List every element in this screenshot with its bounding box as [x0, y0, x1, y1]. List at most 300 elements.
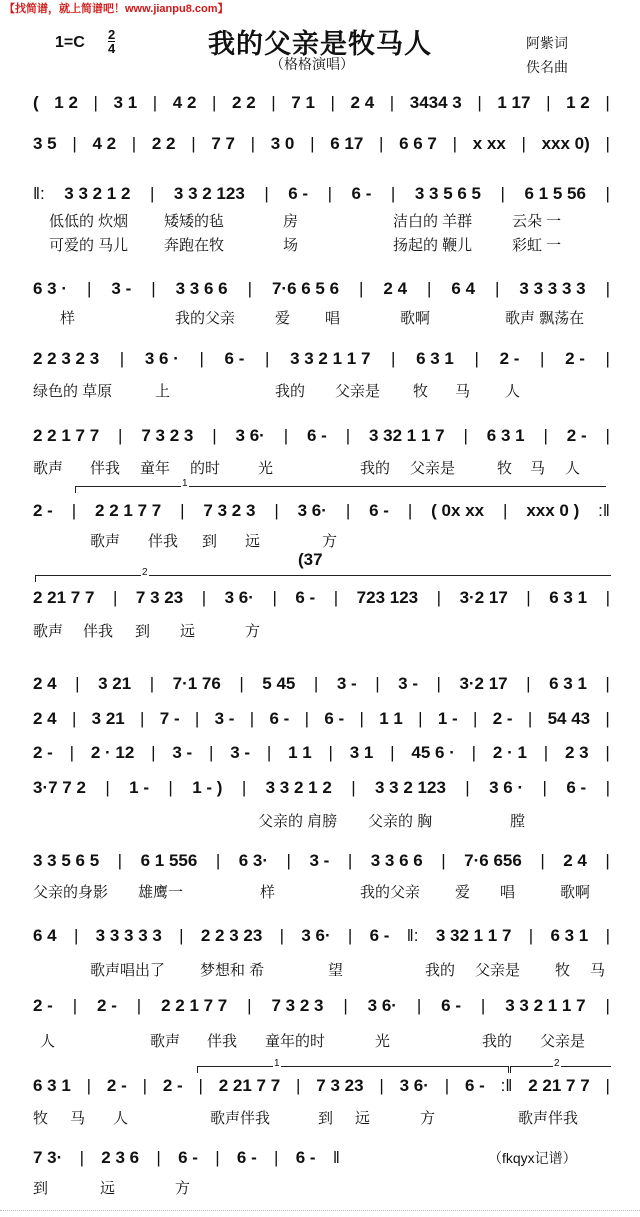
lyric-segment: 父亲是	[410, 460, 456, 477]
bar-line: |	[274, 501, 279, 520]
bar-line: |	[93, 93, 98, 112]
lyric-segment: 房	[283, 213, 299, 230]
measure-notes: 6 -	[369, 926, 390, 945]
lyric-segment: 伴我	[148, 533, 179, 550]
measure-notes: xxx 0 )	[526, 501, 580, 520]
measure-notes: 6 -	[178, 1148, 198, 1167]
bar-line: |	[546, 93, 551, 112]
bar-line: ‖:	[33, 184, 45, 203]
lyric-segment: 伴我	[83, 623, 114, 640]
measure-notes: 3 5	[33, 134, 57, 153]
score-row	[33, 742, 610, 764]
lyric-segment: 矮矮的毡	[164, 213, 225, 230]
bar-line: |	[198, 1076, 203, 1095]
lyric-segment: 歌声	[90, 533, 121, 550]
volta-bracket-2	[35, 567, 611, 582]
lyric-segment: 父亲是	[335, 383, 381, 400]
lyric-segment: 到	[202, 533, 218, 550]
bar-line: |	[540, 851, 545, 870]
pickup-note: (37	[298, 550, 323, 569]
key-signature: 1=C	[55, 34, 85, 51]
score-row	[33, 673, 610, 695]
measure-notes: 6 17	[330, 134, 364, 153]
score-row	[33, 850, 610, 872]
bar-line: |	[191, 134, 196, 153]
bar-line: |	[201, 588, 207, 607]
lyric-segment: 父亲的 肩膀	[258, 813, 338, 830]
measure-notes: 6 1 556	[140, 851, 198, 870]
lyric-segment: 马	[590, 962, 606, 979]
lyric-segment: 彩虹 一	[512, 237, 562, 254]
bar-line: |	[179, 926, 184, 945]
bar-line: |	[605, 1076, 610, 1095]
lyric-segment: 爱	[455, 884, 471, 901]
measure-notes: 3 21	[98, 674, 132, 693]
bar-line: |	[328, 743, 333, 762]
score-row	[33, 183, 610, 205]
bar-line: |	[149, 674, 155, 693]
bar-line: ‖	[332, 1148, 340, 1167]
bar-line: |	[343, 996, 348, 1015]
measure-notes: 3 21	[91, 709, 125, 728]
bar-line: |	[118, 426, 123, 445]
measure-notes: 4 2	[172, 93, 197, 112]
score-row	[33, 587, 610, 609]
measure-notes: 3 3 2 1 2	[265, 778, 332, 797]
measure-notes: 3·2 17	[459, 674, 508, 693]
bar-line: |	[117, 851, 123, 870]
lyric-segment: 远	[100, 1180, 116, 1197]
measure-notes: 6 3 1	[416, 349, 454, 368]
bar-line: |	[500, 184, 505, 203]
measure-notes: 6 -	[441, 996, 462, 1015]
measure-notes: 7 3 2 3	[271, 996, 324, 1015]
bar-line: |	[274, 1148, 279, 1167]
measure-notes: 2 21 7 7	[33, 588, 95, 607]
song-title: 我的父亲是牧马人	[208, 29, 432, 59]
measure-notes: 6 3 1	[486, 426, 525, 445]
bar-line: |	[271, 93, 276, 112]
measure-notes: 6 -	[306, 426, 327, 445]
bar-line: |	[72, 996, 78, 1015]
measure-notes: 3 -	[230, 743, 251, 762]
lyric-segment: 歌声	[150, 1033, 181, 1050]
measure-notes: 3 3 2 1 1 7	[505, 996, 586, 1015]
measure-notes: 7 3 23	[316, 1076, 364, 1095]
measure-notes: xxx 0)	[541, 134, 590, 153]
time-signature-bottom: 4	[108, 41, 116, 56]
bar-line: |	[69, 743, 75, 762]
bar-line: |	[375, 674, 380, 693]
score-row	[33, 1075, 610, 1097]
measure-notes: 7 1	[291, 93, 315, 112]
bar-line: |	[379, 1076, 384, 1095]
measure-notes: 7·6 656	[464, 851, 522, 870]
bar-line: |	[239, 674, 244, 693]
measure-notes: 2 · 12	[90, 743, 135, 762]
bar-line: |	[390, 743, 395, 762]
lyric-segment: 样	[60, 310, 76, 327]
measure-notes: 6 -	[236, 1148, 257, 1167]
bar-line: |	[87, 279, 92, 298]
bar-line: |	[131, 134, 137, 153]
bar-line: |	[605, 743, 610, 762]
measure-notes: 1 - )	[192, 778, 223, 797]
measure-notes: 3 3 6 6	[370, 851, 423, 870]
lyric-segment: 上	[155, 383, 171, 400]
measure-notes: 3 -	[309, 851, 330, 870]
volta-label: 1	[274, 1058, 280, 1069]
measure-notes: 7·1 76	[172, 674, 221, 693]
bar-line: |	[436, 674, 441, 693]
measure-notes: 2 -	[33, 501, 53, 520]
bar-line: |	[477, 93, 482, 112]
bar-line: |	[304, 709, 310, 728]
lyric-segment: 光	[258, 460, 274, 477]
bar-line: |	[351, 778, 356, 797]
bar-line: :‖	[598, 501, 610, 520]
measure-notes: 2 4	[383, 279, 408, 298]
measure-notes: 2 21 7 7	[528, 1076, 590, 1095]
bar-line: |	[286, 851, 291, 870]
bar-line: |	[327, 184, 333, 203]
lyric-segment: 马	[70, 1110, 86, 1127]
measure-notes: 3 32 1 1 7	[435, 926, 512, 945]
measure-notes: 3 3 2 123	[375, 778, 446, 797]
bar-line: |	[209, 743, 214, 762]
measure-notes: 7 3·	[33, 1148, 63, 1167]
measure-notes: 2 4	[33, 709, 57, 728]
bar-line: |	[463, 426, 468, 445]
lyric-segment: 歌声	[33, 460, 64, 477]
bar-line: |	[151, 743, 156, 762]
measure-notes: 6 -	[224, 349, 245, 368]
lyric-segment: 样	[260, 884, 276, 901]
measure-notes: 3 6 ·	[144, 349, 179, 368]
measure-notes: 6 -	[566, 778, 587, 797]
measure-notes: 3 6 ·	[489, 778, 524, 797]
score-row	[33, 425, 610, 447]
bar-line: |	[215, 1148, 220, 1167]
bar-line: |	[444, 1076, 450, 1095]
bar-line: |	[241, 778, 247, 797]
lyric-segment: 我的父亲	[360, 884, 421, 901]
bar-line: |	[473, 709, 478, 728]
score-row	[33, 92, 610, 114]
lyric-segment: 歌声唱出了	[90, 962, 166, 979]
bar-line: |	[495, 279, 500, 298]
bar-line: |	[247, 279, 252, 298]
bar-line: |	[605, 709, 610, 728]
bar-line: |	[521, 134, 526, 153]
measure-notes: 2 21 7 7	[218, 1076, 281, 1095]
bar-line: |	[112, 588, 118, 607]
measure-notes: 1 2	[54, 93, 78, 112]
bar-line: |	[136, 996, 142, 1015]
measure-notes: 7·6 6 5 6	[271, 279, 340, 298]
measure-notes: 2 -	[566, 426, 587, 445]
lyric-segment: 我的	[275, 383, 306, 400]
measure-notes: 3 0	[270, 134, 295, 153]
measure-notes: 3 3 3 3 3	[519, 279, 586, 298]
bar-line: |	[605, 349, 610, 368]
measure-notes: 3 1	[349, 743, 374, 762]
measure-notes: 2 2	[151, 134, 176, 153]
score-row	[33, 133, 610, 155]
lyric-segment: 扬起的 鞭儿	[393, 237, 473, 254]
lyric-segment: 我的父亲	[175, 310, 236, 327]
lyric-segment: 唱	[500, 884, 516, 901]
lyric-segment: 方	[175, 1180, 191, 1197]
bar-line: |	[605, 426, 610, 445]
measure-notes: 2 4	[33, 674, 57, 693]
measure-notes: 2 2 1 7 7	[161, 996, 228, 1015]
lyric-segment: 唱	[325, 310, 341, 327]
measure-notes: x xx	[472, 134, 506, 153]
bar-line: |	[359, 709, 364, 728]
lyric-segment: 场	[283, 237, 299, 254]
lyric-segment: 歌声 飘荡在	[505, 310, 585, 327]
bar-line: |	[605, 134, 610, 153]
measure-notes: 1 1	[288, 743, 312, 762]
lyric-segment: 我的	[360, 460, 391, 477]
bar-line: |	[427, 279, 432, 298]
measure-notes: 1 17	[497, 93, 531, 112]
lyric-segment: 爱	[275, 310, 291, 327]
lyric-segment: 童年的时	[265, 1033, 326, 1050]
bar-line: |	[605, 93, 610, 112]
measure-notes: 3 -	[214, 709, 235, 728]
score-row	[33, 1147, 340, 1169]
lyric-segment: 膛	[510, 813, 526, 830]
bar-line: |	[359, 279, 364, 298]
bar-line: |	[149, 184, 155, 203]
lyric-segment: 方	[420, 1110, 436, 1127]
bar-line: |	[249, 709, 255, 728]
bar-line: |	[250, 134, 256, 153]
lyric-segment: 父亲的身影	[33, 884, 109, 901]
lyric-segment: 歌声伴我	[518, 1110, 579, 1127]
measure-notes: 3 6·	[399, 1076, 429, 1095]
time-signature-top: 2	[108, 27, 116, 42]
measure-notes: ( 0x xx	[431, 501, 485, 520]
bar-line: |	[347, 851, 353, 870]
measure-notes: 3 -	[172, 743, 193, 762]
measure-notes: 6 3 1	[549, 588, 588, 607]
bar-line: |	[605, 674, 610, 693]
measure-notes: 2 3	[564, 743, 589, 762]
bar-line: |	[527, 709, 533, 728]
measure-notes: 7 3 2 3	[141, 426, 194, 445]
bar-line: |	[605, 184, 610, 203]
lyric-segment: 马	[455, 383, 471, 400]
bar-line: |	[605, 996, 610, 1015]
measure-notes: 3 6·	[297, 501, 327, 520]
lyric-segment: 牧	[497, 460, 513, 477]
lyric-segment: 远	[355, 1110, 371, 1127]
score-row	[33, 708, 610, 730]
measure-notes: 3 6·	[235, 426, 265, 445]
measure-notes: 2 -	[499, 349, 520, 368]
lyric-segment: 到	[135, 623, 151, 640]
volta-label: 2	[142, 567, 148, 578]
score-row	[33, 777, 610, 799]
bar-line: |	[313, 674, 319, 693]
lyric-segment: 牧	[555, 962, 571, 979]
lyric-segment: 马	[530, 460, 546, 477]
measure-notes: 3 -	[398, 674, 418, 693]
measure-notes: 3 3 5 6 5	[33, 851, 100, 870]
lyric-segment: 歌啊	[400, 310, 431, 327]
measure-notes: 54 43	[547, 709, 591, 728]
measure-notes: 6 -	[324, 709, 345, 728]
transcriber-credit: （fkqyx记谱）	[488, 1150, 577, 1166]
measure-notes: 6 -	[269, 709, 290, 728]
bar-line: |	[151, 279, 156, 298]
measure-notes: 6 -	[369, 501, 389, 520]
lyric-segment: 伴我	[90, 460, 121, 477]
bar-line: |	[389, 93, 395, 112]
measure-notes: 6 -	[288, 184, 309, 203]
composer-credit: 佚名曲	[526, 59, 568, 75]
measure-notes: 3 3 6 6	[175, 279, 228, 298]
measure-notes: 7 -	[159, 709, 180, 728]
bar-line: |	[465, 778, 470, 797]
measure-notes: 7 3 23	[135, 588, 184, 607]
measure-notes: 7 3 2 3	[203, 501, 256, 520]
measure-notes: 4 2	[92, 134, 117, 153]
measure-notes: 7 7	[211, 134, 235, 153]
bar-line: |	[418, 709, 423, 728]
bar-line: |	[142, 1076, 147, 1095]
lyric-segment: 我的	[425, 962, 456, 979]
measure-notes: 3 6·	[301, 926, 331, 945]
page-divider	[0, 1210, 640, 1211]
bar-line: |	[474, 349, 479, 368]
bar-line: |	[212, 426, 217, 445]
bar-line: ‖:	[406, 926, 419, 945]
measure-notes: 6 -	[351, 184, 372, 203]
singer-credit: （格格演唱）	[270, 56, 354, 72]
bar-line: |	[119, 349, 125, 368]
bar-line: |	[75, 674, 80, 693]
lyric-segment: 梦想和 希	[200, 962, 265, 979]
measure-notes: 3 3 3 3 3	[95, 926, 162, 945]
bar-line: |	[330, 93, 335, 112]
measure-notes: 2 · 1	[492, 743, 527, 762]
lyric-segment: 可爱的 马儿	[49, 237, 129, 254]
measure-notes: 3 -	[336, 674, 357, 693]
bar-line: |	[168, 778, 173, 797]
bar-line: |	[71, 501, 77, 520]
bar-line: |	[345, 501, 351, 520]
measure-notes: 6 3·	[238, 851, 269, 870]
measure-notes: 1 1	[379, 709, 403, 728]
measure-notes: 5 45	[262, 674, 296, 693]
lyric-segment: 云朵 一	[512, 213, 562, 230]
bar-line: |	[86, 1076, 92, 1095]
measure-notes: 2 -	[97, 996, 117, 1015]
lyric-segment: 伴我	[207, 1033, 238, 1050]
lyric-segment: 牧	[33, 1110, 49, 1127]
lyric-segment: 雄鹰一	[138, 884, 184, 901]
bar-line: |	[71, 709, 77, 728]
measure-notes: 2 2 1 7 7	[95, 501, 162, 520]
measure-notes: 723 123	[356, 588, 419, 607]
bar-line: |	[526, 674, 531, 693]
bar-line: |	[247, 996, 252, 1015]
measure-notes: 2 -	[162, 1076, 183, 1095]
measure-notes: 3 3 2 1 2	[64, 184, 131, 203]
bar-line: |	[471, 743, 477, 762]
bar-line: |	[605, 926, 610, 945]
measure-notes: 3 -	[111, 279, 132, 298]
lyric-segment: 到	[318, 1110, 334, 1127]
lyric-segment: 歌声伴我	[210, 1110, 271, 1127]
lyric-segment: 歌声	[33, 623, 64, 640]
measure-notes: 3 1	[113, 93, 138, 112]
measure-notes: 3 6·	[367, 996, 397, 1015]
lyric-segment: 望	[328, 962, 344, 979]
score-row	[33, 278, 610, 300]
score-row	[33, 348, 610, 370]
bar-line: |	[265, 349, 270, 368]
bar-line: |	[378, 134, 384, 153]
bar-line: |	[543, 743, 549, 762]
measure-notes: 3 3 2 1 1 7	[290, 349, 371, 368]
bar-line: |	[345, 426, 351, 445]
lyric-segment: 人	[113, 1110, 129, 1127]
measure-notes: 1 2	[566, 93, 590, 112]
lyric-segment: 人	[40, 1033, 56, 1050]
measure-notes: 6 4	[451, 279, 476, 298]
bar-line: |	[79, 1148, 84, 1167]
measure-notes: 6 3 1	[550, 926, 589, 945]
bar-line: |	[333, 588, 339, 607]
bar-line: |	[480, 996, 486, 1015]
bar-line: |	[156, 1148, 161, 1167]
lyric-segment: 的时	[190, 460, 221, 477]
measure-notes: 3434 3	[409, 93, 462, 112]
bar-line: |	[436, 588, 442, 607]
score-row	[33, 925, 610, 947]
lyricist-credit: 阿紫词	[526, 35, 568, 51]
lyric-segment: 远	[180, 623, 196, 640]
bar-line: |	[605, 778, 610, 797]
bar-line: |	[543, 426, 548, 445]
measure-notes: 6 -	[295, 588, 316, 607]
measure-notes: 2 -	[565, 349, 585, 368]
bar-line: |	[266, 743, 272, 762]
measure-notes: (	[33, 93, 39, 112]
lyric-segment: 人	[565, 460, 581, 477]
measure-notes: 3 3 2 123	[173, 184, 245, 203]
bar-line: |	[140, 709, 145, 728]
lyric-segment: 方	[245, 623, 261, 640]
measure-notes: 2 -	[106, 1076, 127, 1095]
measure-notes: 3 3 5 6 5	[414, 184, 482, 203]
bar-line: |	[347, 926, 353, 945]
bar-line: |	[452, 134, 457, 153]
measure-notes: 45 6 ·	[411, 743, 455, 762]
measure-notes: 3 32 1 1 7	[369, 426, 445, 445]
bar-line: |	[540, 349, 545, 368]
bar-line: |	[605, 279, 610, 298]
measure-notes: 6 1 5 56	[524, 184, 586, 203]
lyric-segment: 光	[375, 1033, 391, 1050]
bar-line: |	[605, 588, 610, 607]
volta-label: 2	[554, 1058, 560, 1069]
